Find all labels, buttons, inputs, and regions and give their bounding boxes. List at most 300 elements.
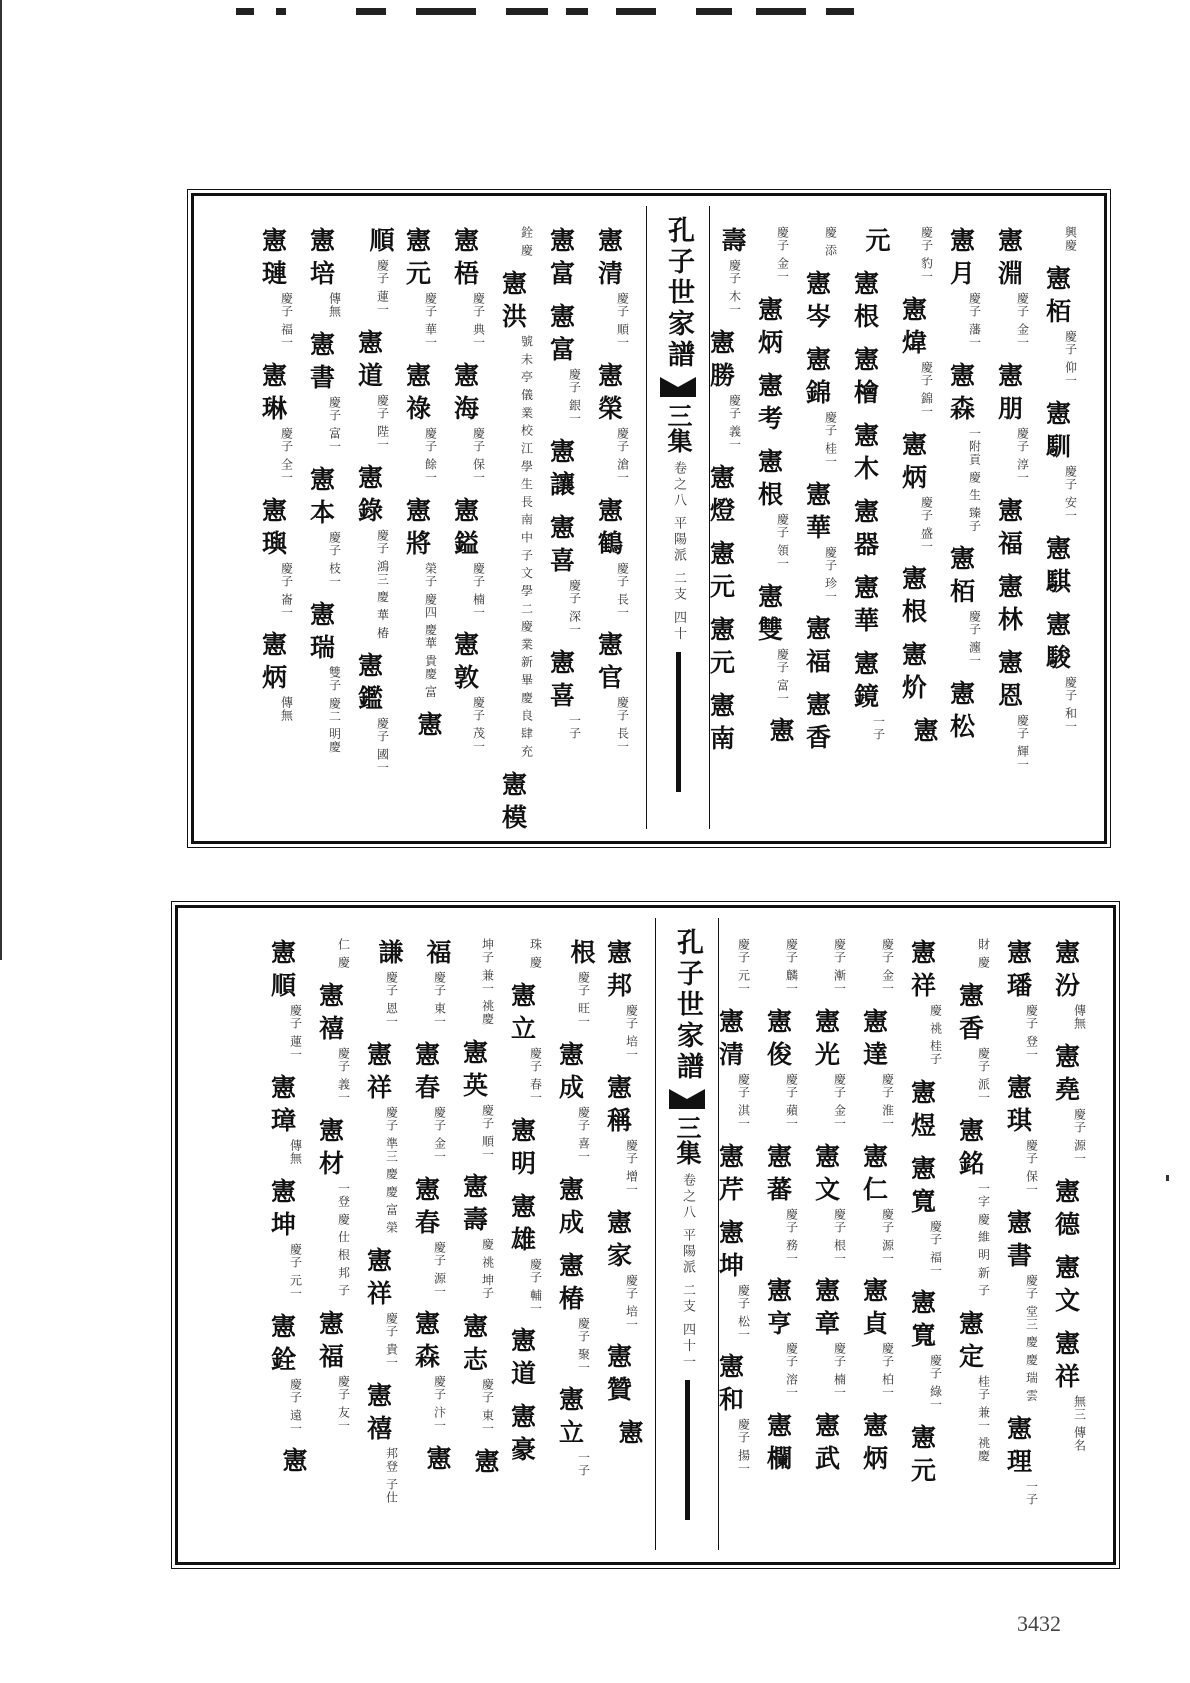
name-entry [406,224,454,349]
text-column [367,918,415,1550]
name-entry [1055,1175,1103,1241]
person-name: 憲雄 [511,1191,537,1254]
lineage-annotation: 慶子 蘋一 [784,1072,799,1130]
name-entry [710,326,758,451]
name-entry [950,677,998,743]
person-name: 憲華 [806,479,832,542]
person-name: 憲香 [806,690,832,753]
person-name: 憲炳 [863,1411,889,1474]
name-entry [271,1175,319,1300]
lineage-annotation: 慶子 春一 [528,1046,543,1104]
name-entry [415,1307,463,1432]
person-name: 憲坤 [271,1176,297,1239]
name-entry [319,1114,367,1297]
name-entry [1055,1040,1103,1165]
person-name: 憲琪 [1007,1072,1033,1135]
person-name: 憲贊 [607,1342,633,1405]
name-entry [767,1274,815,1399]
name-entry [319,1307,367,1432]
name-entry [998,359,1046,484]
lineage-annotation: 慶子 柏一 [880,1342,895,1400]
name-entry [310,598,358,754]
person-name: 根 [570,938,596,967]
lineage-annotation: 仁 慶 [336,938,351,969]
name-entry [854,419,902,485]
name-entry [854,647,902,741]
name-entry [550,435,598,501]
text-column [511,918,559,1550]
person-name: 憲 [769,716,795,746]
person-name: 憲雙 [758,581,784,644]
lineage-annotation: 慶子 務一 [784,1207,799,1265]
person-name: 憲德 [1055,1176,1081,1239]
lineage-annotation: 傳無 [327,292,342,318]
name-entry [1046,608,1094,733]
lineage-annotation: 慶子 淮一 [880,1072,895,1130]
person-name: 憲讓 [550,436,576,499]
person-name: 憲森 [950,360,976,423]
name-entry [474,1445,499,1478]
name-entry [369,224,394,316]
lineage-annotation: 一附貢 慶 生 臻子 [967,426,982,533]
lineage-annotation: 慶子 準三 慶 慶 富 榮 [384,1105,399,1234]
person-name: 憲章 [815,1276,841,1339]
lineage-annotation: 慶子 珍一 [823,545,838,603]
person-name: 憲琳 [262,360,288,423]
person-name: 憲成 [559,1039,585,1102]
text-column [454,206,502,829]
name-entry [415,1173,463,1298]
lineage-annotation: 一子 [576,1451,591,1478]
name-entry [310,463,358,588]
text-column [911,918,959,1550]
name-entry [854,267,902,333]
person-name: 憲栢 [950,544,976,607]
lineage-annotation: 慶子 輝一 [1015,713,1030,771]
person-name: 憲鑑 [358,650,384,713]
person-name: 憲南 [710,690,736,753]
person-name: 憲理 [1007,1413,1033,1476]
lineage-annotation: 慶子 藩一 [967,292,982,349]
name-entry [902,638,950,704]
name-entry [454,224,502,349]
name-entry [806,688,854,754]
lineage-annotation: 一字 慶 維 明 新 子 [976,1181,991,1297]
person-name: 憲芹 [719,1141,745,1204]
text-column [271,918,319,1550]
name-entry [902,293,950,418]
person-name: 憲春 [415,1039,441,1102]
name-entry [406,494,454,698]
name-entry [911,1076,959,1142]
lineage-annotation: 慶子 友一 [336,1374,351,1432]
name-entry [367,1379,415,1504]
person-name: 憲喜 [550,647,576,710]
person-name: 憲璵 [262,495,288,558]
text-column [415,918,463,1550]
lineage-annotation: 慶子 溶一 [784,1342,799,1400]
person-name: 憲家 [607,1207,633,1270]
name-entry [806,612,854,678]
person-name: 憲勝 [710,327,736,390]
person-name: 憲富 [550,226,576,288]
person-name: 憲銓 [271,1311,297,1374]
name-entry [463,1036,511,1161]
person-name: 憲志 [463,1312,489,1375]
lineage-annotation: 慶子 淳一 [1015,426,1030,484]
lineage-annotation: 慶子 安一 [1063,464,1078,522]
person-name: 憲坤 [719,1217,745,1280]
name-entry [863,1005,911,1130]
lineage-annotation: 慶子 國一 [375,716,390,774]
name-entry [758,293,806,359]
name-entry [463,1310,511,1435]
person-name: 憲書 [310,330,336,392]
name-entry [775,224,790,283]
lineage-annotation: 慶子 聚一 [576,1316,591,1374]
lineage-annotation: 慶子 東一 [480,1378,495,1435]
person-name: 憲汾 [1055,938,1081,1000]
name-entry [598,494,646,619]
person-name: 憲梧 [454,226,480,288]
name-entry [784,936,799,995]
person-name: 憲禧 [319,980,345,1043]
name-entry [598,224,646,349]
person-name: 憲錄 [358,462,384,525]
person-name: 憲祥 [367,1039,393,1102]
person-name: 憲錦 [806,344,832,407]
center-rule [676,652,681,792]
name-entry [336,936,351,969]
text-column [502,206,550,832]
name-entry [769,714,794,747]
lineage-annotation: 慶子 和一 [1063,675,1078,733]
person-name: 憲清 [719,1006,745,1069]
person-name: 憲騏 [1046,533,1072,596]
lineage-annotation: 慶子 遠一 [288,1377,303,1435]
name-entry [1007,1071,1055,1196]
lineage-annotation: 慶子 登一 [1024,1004,1039,1061]
person-name: 憲岑 [806,268,832,331]
name-entry [854,343,902,409]
name-entry [559,1173,607,1239]
lineage-annotation: 慶子 金一 [880,938,895,995]
name-entry [950,224,998,349]
person-name: 憲文 [1055,1252,1081,1315]
text-column [550,206,598,829]
person-name: 憲立 [559,1385,585,1448]
lineage-annotation: 慶子 東一 [432,971,447,1028]
lineage-annotation: 慶子 富一 [775,647,790,705]
lineage-annotation: 慶子 福一 [279,292,294,349]
name-entry [454,628,502,753]
name-entry [262,628,310,722]
name-entry [607,1340,655,1406]
person-name: 憲文 [815,1141,841,1204]
lineage-annotation: 慶子 盛一 [919,495,934,553]
text-column [710,206,758,829]
lineage-annotation: 慶子 瀍一 [967,610,982,668]
lineage-annotation: 慶子 金一 [1015,292,1030,349]
name-entry [1007,936,1055,1061]
person-name: 憲淵 [998,226,1024,288]
person-name: 憲道 [358,327,384,390]
name-entry [426,1442,451,1475]
lineage-annotation: 慶子 貴一 [384,1311,399,1369]
name-entry [426,936,451,1028]
person-name: 憲材 [319,1115,345,1178]
text-column [358,206,406,829]
lineage-annotation: 慶子 仰一 [1063,330,1078,387]
lineage-annotation: 慶子 源一 [1072,1108,1087,1165]
lineage-annotation: 坤子 兼一 祧慶 [480,938,495,1026]
lineage-annotation: 慶子 崙一 [279,561,294,619]
person-name: 憲明 [511,1115,537,1178]
lineage-annotation: 雙子 慶二 明慶 [327,665,342,754]
name-entry [559,1249,607,1374]
name-entry [1007,1412,1055,1506]
person-name: 憲將 [406,495,432,558]
name-entry [550,646,598,740]
lineage-annotation: 慶子 綠一 [928,1354,943,1412]
lineage-annotation: 慶子 麟一 [784,938,799,995]
center-rule [685,1380,690,1520]
name-entry [550,300,598,425]
name-entry [1046,397,1094,522]
person-name: 憲清 [598,226,624,288]
person-name: 憲順 [271,938,297,1000]
name-entry [310,224,358,318]
person-name: 憲春 [415,1174,441,1237]
lineage-annotation: 慶子 培一 [624,1004,639,1061]
name-entry [358,649,406,774]
name-entry [710,537,758,603]
person-name: 壽 [721,226,747,255]
person-name: 憲福 [806,614,832,677]
name-entry [767,1140,815,1265]
top-page-columns [204,206,1094,832]
person-name: 憲定 [959,1308,985,1371]
name-entry [959,979,1007,1104]
name-entry [767,1409,815,1475]
text-column [815,918,863,1550]
lineage-annotation: 慶子 楠一 [832,1342,847,1400]
lineage-annotation: 邦登 子仕 [384,1446,399,1504]
text-column [262,206,310,829]
person-name: 憲貞 [863,1276,889,1339]
fish-tail-mark-icon [660,377,696,397]
name-entry [570,936,595,1028]
volume-line: 卷之八 平陽派 二支 四十 [671,461,686,643]
name-entry [528,936,543,969]
person-name: 憲 [417,709,443,739]
name-entry [911,1421,959,1487]
name-entry [262,494,310,619]
person-name: 憲恩 [998,647,1024,710]
lineage-annotation: 傳無 [1072,1004,1087,1030]
name-entry [550,224,598,290]
text-column [598,206,646,829]
name-entry [710,689,758,755]
collection-label: 三集 [673,1115,702,1165]
person-name: 憲成 [559,1174,585,1237]
name-entry [262,359,310,484]
person-name: 憲炳 [758,294,784,357]
name-entry [511,1400,559,1466]
text-column [406,206,454,829]
name-entry [480,936,495,1026]
person-name: 憲俊 [767,1006,793,1069]
name-entry [1007,1206,1055,1402]
text-column [758,206,806,829]
name-entry [815,1274,863,1399]
lineage-annotation: 榮子 慶四 慶華 貴慶 富 [423,561,438,698]
lineage-annotation: 慶子 鴻三 慶 華 椿 [375,528,390,639]
person-name: 憲 [913,716,939,746]
person-name: 憲武 [815,1411,841,1474]
person-name: 憲駿 [1046,609,1072,672]
person-name: 憲椿 [559,1250,585,1313]
name-entry [1046,262,1094,387]
text-column [719,918,767,1550]
person-name: 憲敦 [454,630,480,693]
lineage-annotation: 慶子 揚一 [736,1418,751,1476]
lineage-annotation: 慶子 錦一 [919,360,934,418]
right-margin-dot [1166,1175,1169,1181]
lineage-annotation: 慶子 富一 [327,396,342,453]
text-column [1046,206,1094,829]
lineage-annotation: 慶子 餘一 [423,426,438,484]
person-name: 憲元 [710,614,736,677]
name-entry [511,1324,559,1390]
text-column [463,918,511,1550]
name-entry [271,1310,319,1435]
person-name: 憲松 [950,679,976,742]
text-column [1007,918,1055,1550]
lineage-annotation: 慶子 元一 [288,1242,303,1300]
person-name: 憲富 [550,302,576,364]
person-name: 憲燈 [710,462,736,525]
lineage-annotation: 慶子 陛一 [375,393,390,451]
name-entry [854,571,902,637]
person-name: 憲元 [911,1423,937,1486]
person-name: 憲洪 [502,268,528,331]
name-entry [559,1383,607,1477]
name-entry [719,1005,767,1130]
person-name: 憲福 [319,1308,345,1371]
lineage-annotation: 慶子 木一 [727,259,742,316]
name-entry [998,224,1046,349]
person-name: 憲璠 [1007,938,1033,1000]
bottom-page-columns [188,918,1103,1550]
name-entry [736,936,751,995]
running-title: 孔子世家譜 [672,928,703,1083]
lineage-annotation: 慶子 恩一 [384,971,399,1028]
person-name: 憲銘 [959,1115,985,1178]
person-name: 憲鶴 [598,495,624,558]
lineage-annotation: 慶子 金一 [775,226,790,283]
name-entry [607,1071,655,1196]
name-entry [832,936,847,995]
text-column [854,206,902,829]
person-name: 憲 [618,1418,644,1448]
person-name: 憲 [282,1446,308,1476]
lineage-annotation: 慶子 派一 [976,1046,991,1104]
name-entry [367,1038,415,1234]
scan-edge-artifact [236,8,856,16]
text-column [959,918,1007,1550]
name-entry [998,646,1046,771]
name-entry [719,1140,767,1206]
name-entry [806,478,854,603]
name-entry [319,979,367,1104]
lineage-annotation: 慶子 保一 [471,426,486,484]
person-name: 憲模 [502,769,528,832]
name-entry [282,1444,307,1477]
name-entry [310,328,358,453]
lineage-annotation: 慶子 桂一 [823,410,838,468]
lineage-annotation: 慶子 松一 [736,1283,751,1341]
person-name: 憲考 [758,370,784,433]
lineage-annotation: 慶子 義一 [336,1046,351,1104]
lineage-annotation: 慶子 銀一 [567,368,582,425]
person-name: 憲煜 [911,1077,937,1140]
name-entry [919,224,934,283]
person-name: 憲木 [854,421,880,483]
bottom-genealogy-page [175,905,1116,1565]
lineage-annotation: 慶子 堂三 慶 慶 瑞 雲 [1024,1273,1039,1402]
name-entry [367,1244,415,1369]
lineage-annotation: 慶子 金一 [832,1072,847,1130]
text-column [1055,918,1103,1550]
text-column [806,206,854,829]
name-entry [911,1286,959,1411]
name-entry [959,1307,1007,1463]
lineage-annotation: 珠 慶 [528,938,543,969]
person-name: 憲蕃 [767,1141,793,1204]
lineage-annotation: 慶子 茂一 [471,696,486,754]
person-name: 憲元 [710,538,736,601]
lineage-annotation: 慶子 根一 [832,1207,847,1265]
lineage-annotation: 慶子 金一 [432,1105,447,1163]
lineage-annotation: 慶子 枝一 [327,530,342,588]
lineage-annotation: 慶子 深一 [567,578,582,636]
name-entry [598,628,646,753]
lineage-annotation: 慶子 源一 [432,1240,447,1298]
text-column [950,206,998,829]
page-number: 3432 [1017,1611,1061,1636]
person-name: 憲炳 [262,630,288,693]
name-entry [511,1190,559,1315]
person-name: 憲炳 [902,429,928,492]
person-name: 憲月 [950,226,976,288]
name-entry [1055,1251,1103,1317]
name-entry [454,494,502,619]
name-entry [719,1216,767,1341]
person-name: 憲瑞 [310,599,336,662]
person-name: 憲器 [854,497,880,559]
person-name: 憲璋 [271,1072,297,1135]
person-name: 憲達 [863,1006,889,1069]
person-name: 憲英 [463,1037,489,1100]
lineage-annotation: 慶子 增一 [624,1138,639,1196]
fish-tail-mark-icon [669,1089,705,1109]
name-entry [911,1152,959,1277]
name-entry [758,369,806,435]
name-entry [262,224,310,349]
lineage-annotation: 桂子 兼一 祧慶 [976,1374,991,1463]
center-band [646,206,710,829]
